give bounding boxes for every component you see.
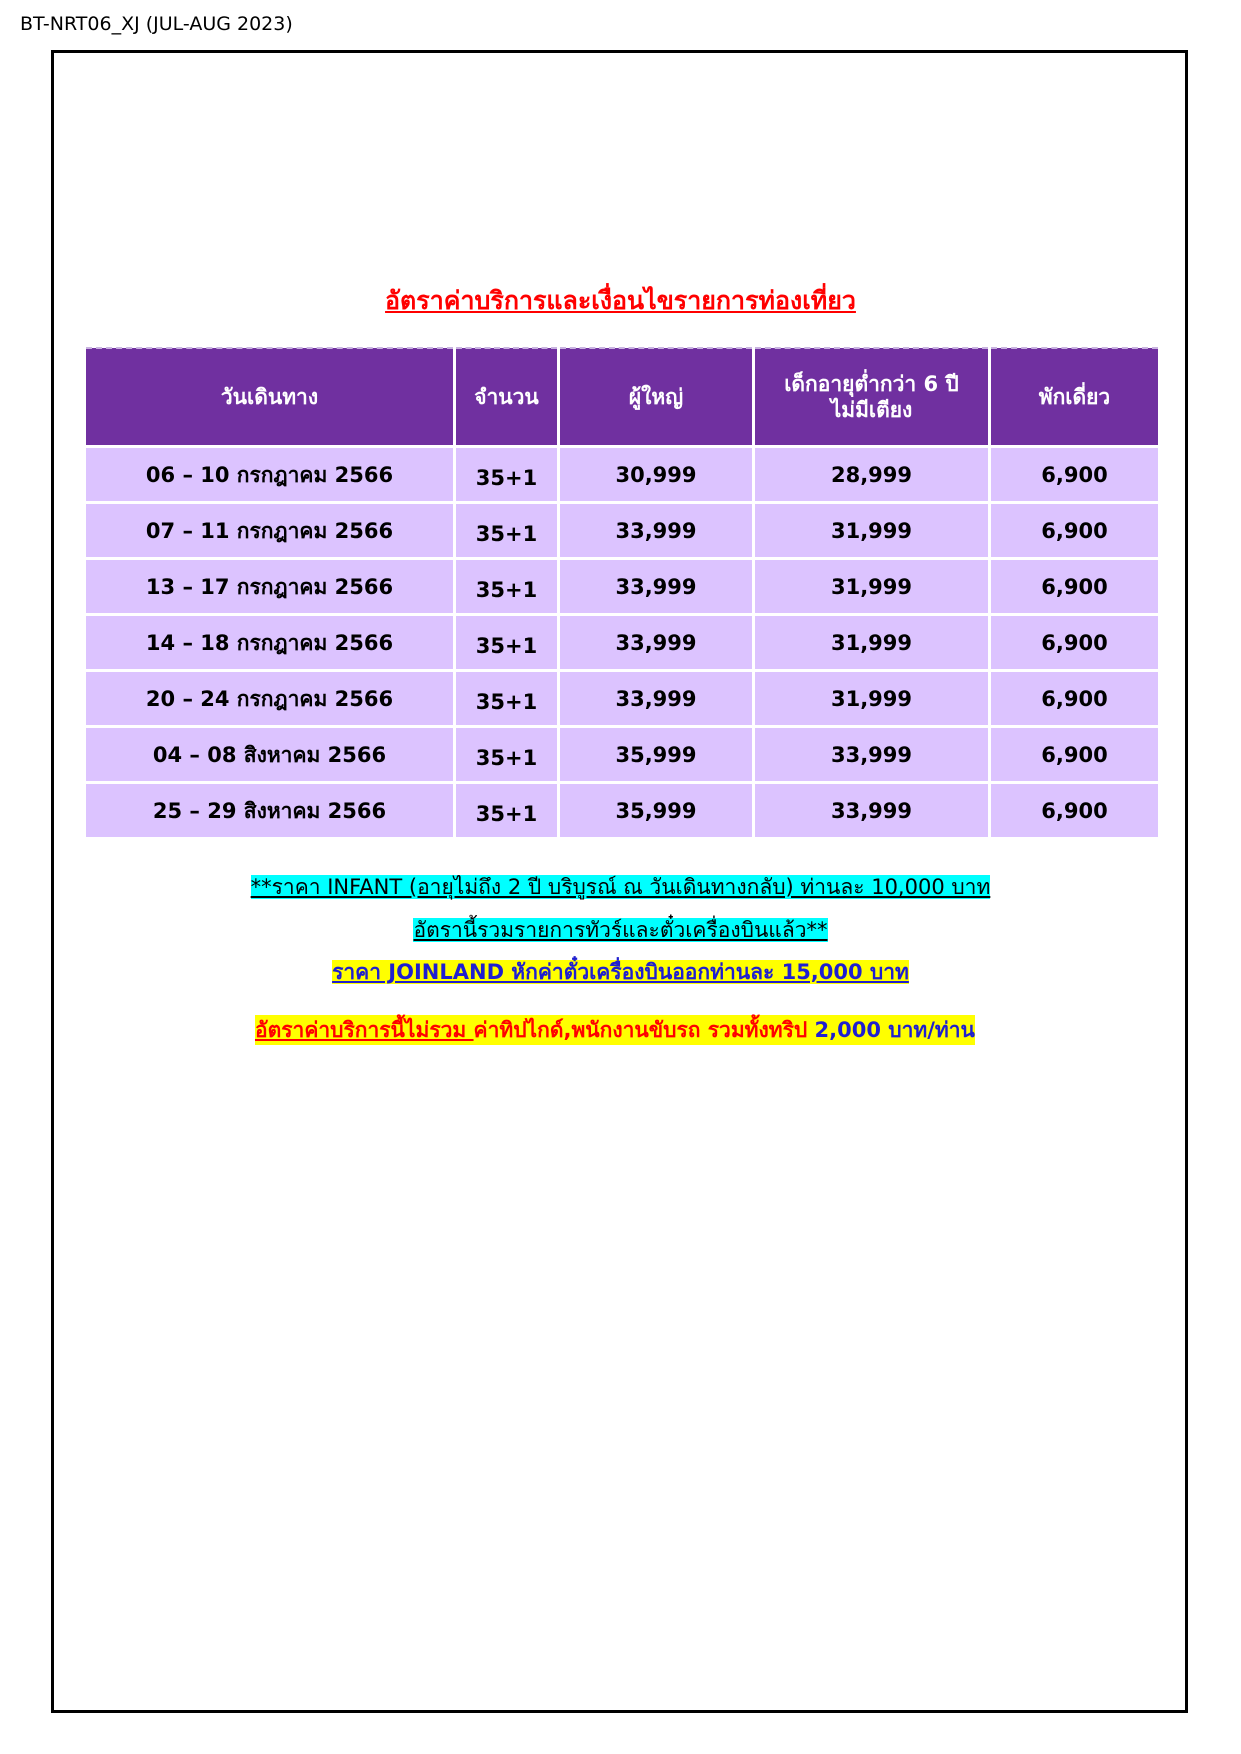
cell-single: 6,900 bbox=[990, 671, 1160, 727]
note-infant bbox=[0, 872, 1241, 902]
note-tips bbox=[255, 1015, 975, 1045]
cell-single: 6,900 bbox=[990, 447, 1160, 503]
table-row bbox=[85, 447, 1160, 503]
table-row bbox=[85, 783, 1160, 839]
table-row bbox=[85, 727, 1160, 783]
note-infant-text: **ราคา INFANT (อายุไม่ถึง 2 ปี บริบูรณ์ ณ วันเดินทางกลับ) ท่านละ 10,000 บาท bbox=[250, 875, 991, 899]
cell-single: 6,900 bbox=[990, 503, 1160, 559]
cell-qty: 35+1 bbox=[455, 671, 559, 727]
cell-date: 20 – 24 กรกฎาคม 2566 bbox=[85, 671, 455, 727]
note-joinland bbox=[0, 957, 1241, 987]
cell-child: 31,999 bbox=[754, 671, 990, 727]
table-row bbox=[85, 671, 1160, 727]
cell-qty: 35+1 bbox=[455, 503, 559, 559]
cell-adult: 33,999 bbox=[559, 671, 754, 727]
header-single: พักเดี่ยว bbox=[990, 348, 1160, 447]
cell-child: 31,999 bbox=[754, 615, 990, 671]
cell-adult: 35,999 bbox=[559, 727, 754, 783]
note-joinland-text: ราคา JOINLAND หักค่าตั๋วเครื่องบินออกท่านละ 15,000 บาท bbox=[332, 960, 909, 984]
cell-date: 07 – 11 กรกฎาคม 2566 bbox=[85, 503, 455, 559]
header-qty: จำนวน bbox=[455, 348, 559, 447]
cell-qty: 35+1 bbox=[455, 615, 559, 671]
header-child bbox=[754, 348, 990, 447]
page-title: อัตราค่าบริการและเงื่อนไขรายการท่องเที่ยว bbox=[385, 286, 856, 315]
cell-date: 25 – 29 สิงหาคม 2566 bbox=[85, 783, 455, 839]
cell-single: 6,900 bbox=[990, 559, 1160, 615]
cell-qty: 35+1 bbox=[455, 559, 559, 615]
header-adult: ผู้ใหญ่ bbox=[559, 348, 754, 447]
note-tips-part3: 2,000 บาท/ท่าน bbox=[814, 1018, 975, 1042]
cell-adult: 33,999 bbox=[559, 615, 754, 671]
document-code: BT-NRT06_XJ (JUL-AUG 2023) bbox=[20, 13, 293, 35]
cell-child: 31,999 bbox=[754, 559, 990, 615]
cell-adult: 33,999 bbox=[559, 503, 754, 559]
header-child-line2: ไม่มีเตียง bbox=[830, 398, 913, 422]
price-table bbox=[83, 347, 1161, 840]
cell-adult: 33,999 bbox=[559, 559, 754, 615]
cell-single: 6,900 bbox=[990, 727, 1160, 783]
cell-adult: 35,999 bbox=[559, 783, 754, 839]
cell-child: 33,999 bbox=[754, 783, 990, 839]
cell-single: 6,900 bbox=[990, 783, 1160, 839]
cell-date: 06 – 10 กรกฎาคม 2566 bbox=[85, 447, 455, 503]
cell-qty: 35+1 bbox=[455, 727, 559, 783]
cell-child: 28,999 bbox=[754, 447, 990, 503]
cell-child: 33,999 bbox=[754, 727, 990, 783]
cell-adult: 30,999 bbox=[559, 447, 754, 503]
table-row bbox=[85, 615, 1160, 671]
table-row bbox=[85, 559, 1160, 615]
note-tips-part2: ค่าทิปไกด์,พนักงานขับรถ รวมทั้งทริป bbox=[473, 1018, 815, 1042]
cell-date: 14 – 18 กรกฎาคม 2566 bbox=[85, 615, 455, 671]
note-included-text: อัตรานี้รวมรายการทัวร์และตั๋วเครื่องบินแล้ว** bbox=[413, 918, 828, 942]
cell-child: 31,999 bbox=[754, 503, 990, 559]
note-tips-part1: อัตราค่าบริการนี้ไม่รวม bbox=[255, 1018, 474, 1042]
table-row bbox=[85, 503, 1160, 559]
note-included bbox=[0, 915, 1241, 945]
table-header-row bbox=[85, 348, 1160, 447]
header-date: วันเดินทาง bbox=[85, 348, 455, 447]
cell-date: 04 – 08 สิงหาคม 2566 bbox=[85, 727, 455, 783]
cell-qty: 35+1 bbox=[455, 447, 559, 503]
header-child-line1: เด็กอายุต่ำกว่า 6 ปี bbox=[784, 372, 959, 396]
cell-qty: 35+1 bbox=[455, 783, 559, 839]
cell-date: 13 – 17 กรกฎาคม 2566 bbox=[85, 559, 455, 615]
cell-single: 6,900 bbox=[990, 615, 1160, 671]
